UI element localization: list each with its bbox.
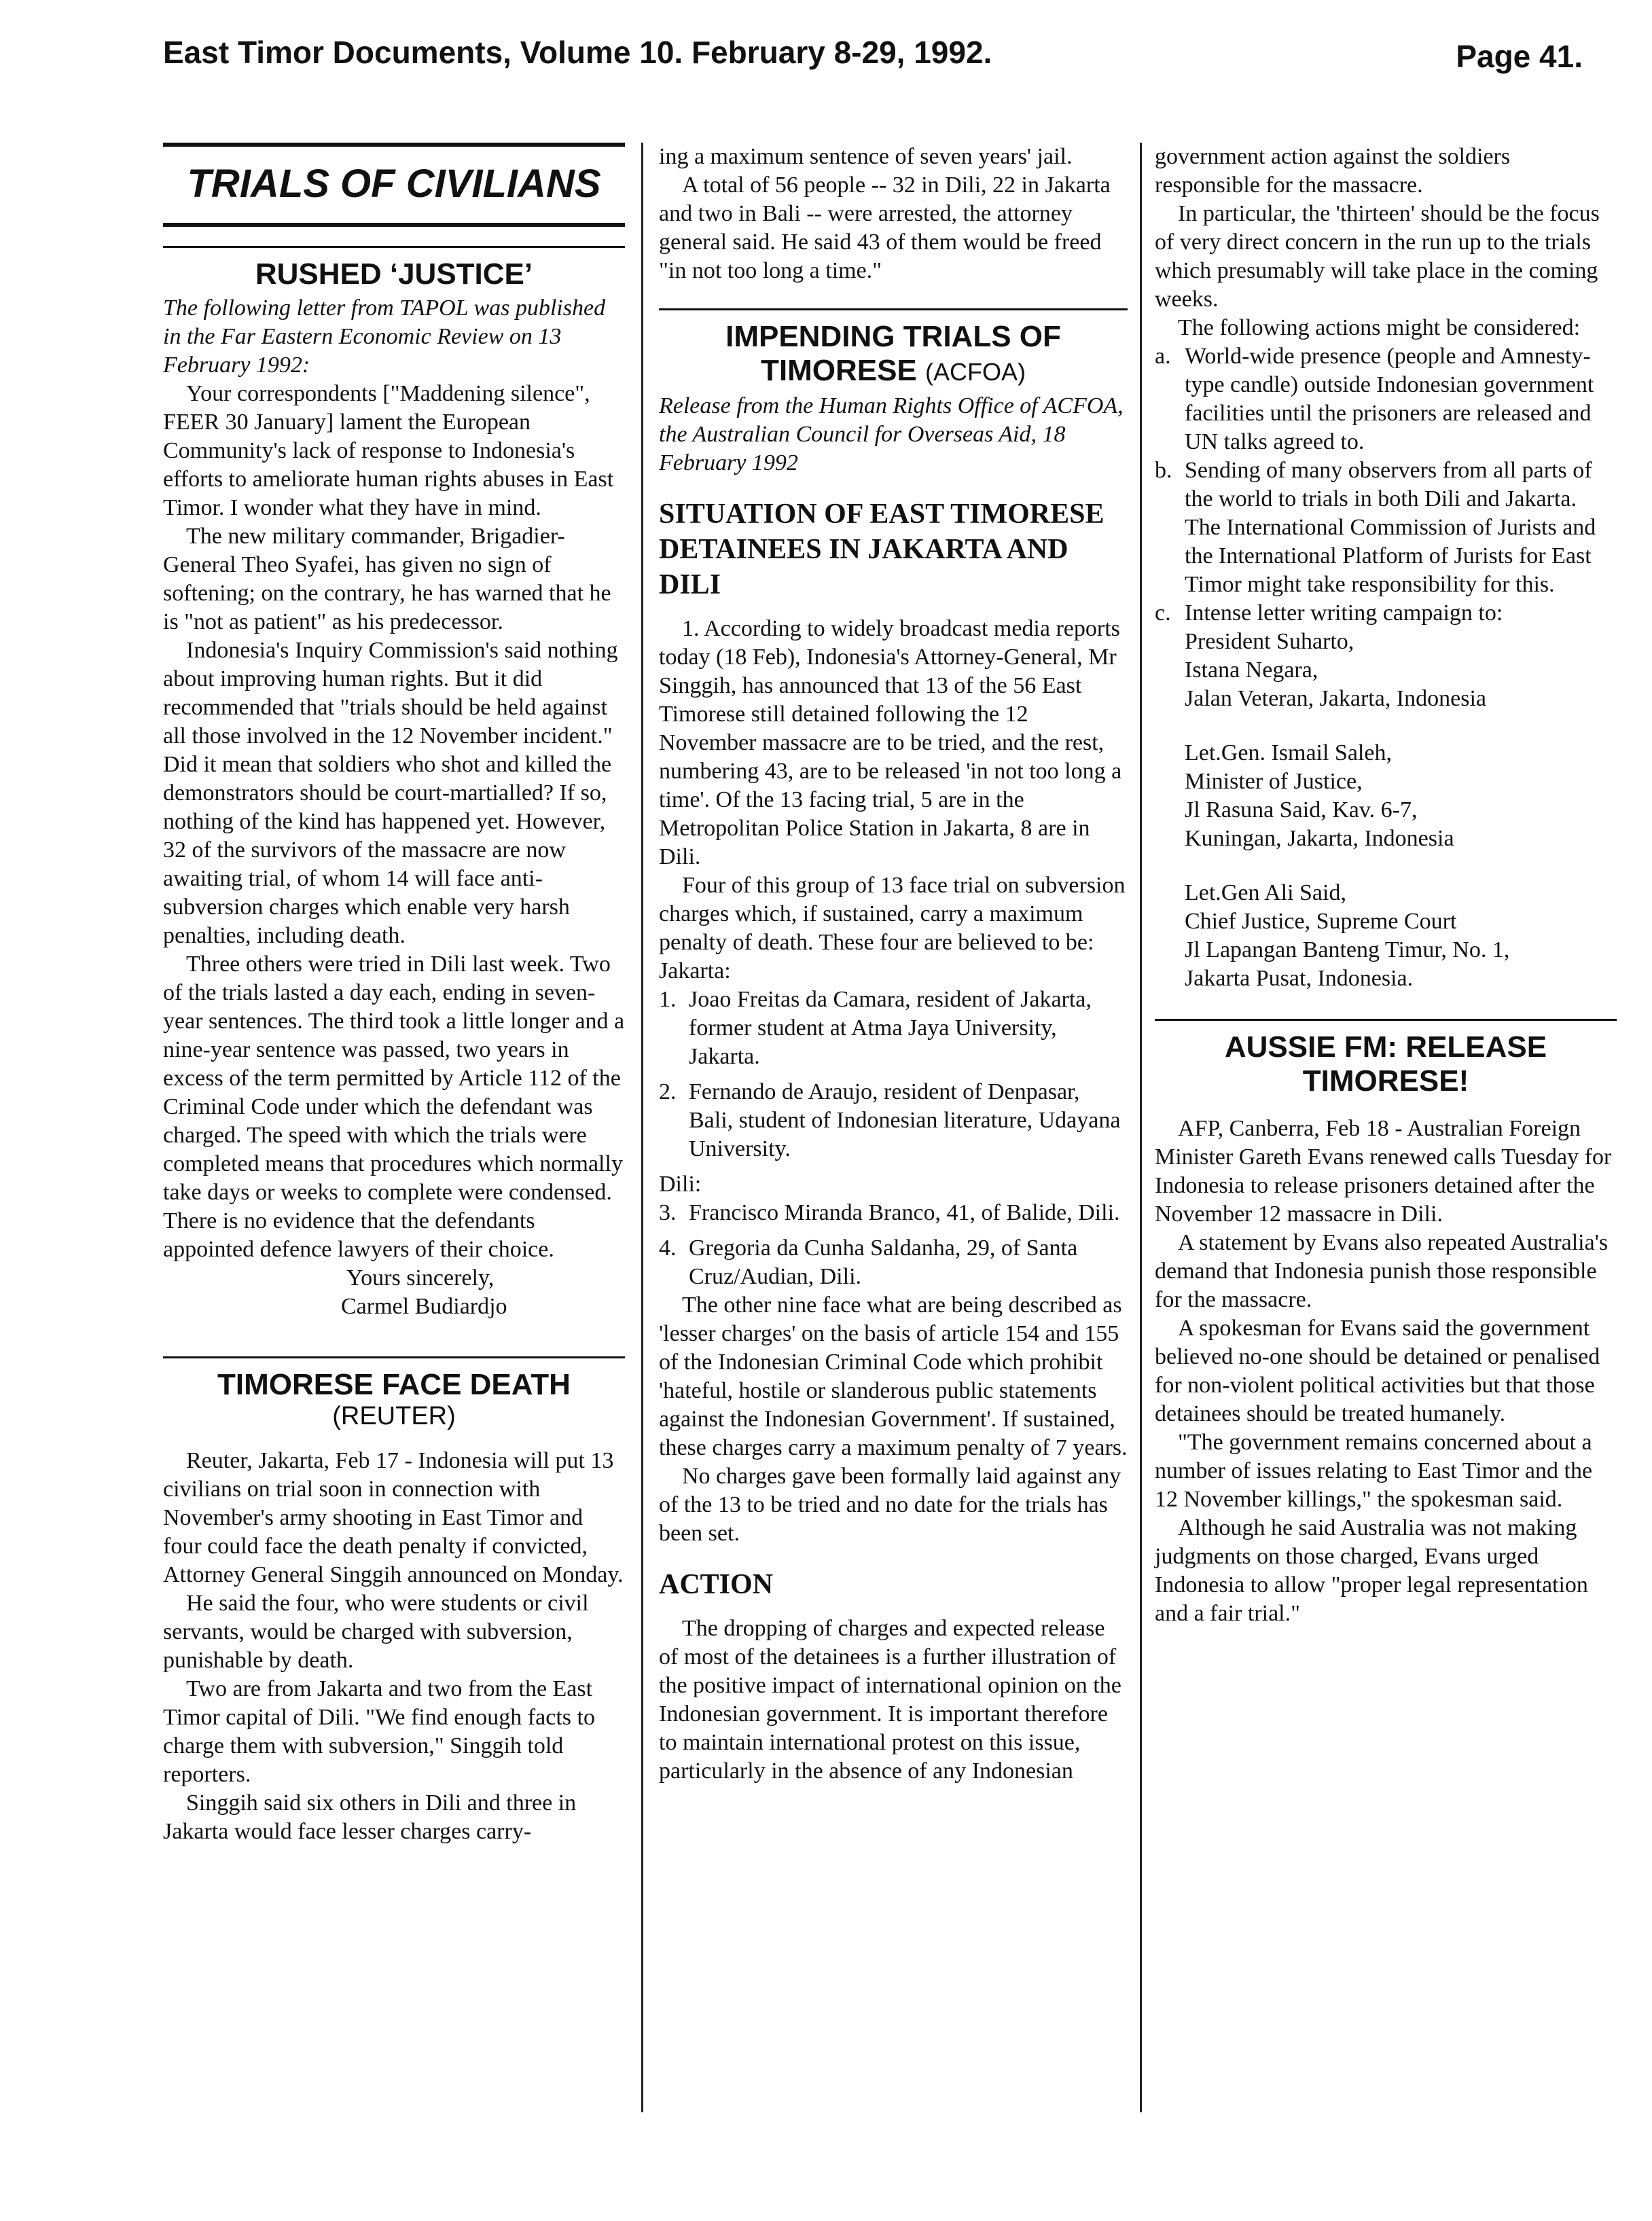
list-text: Joao Freitas da Camara, resident of Jakarta, former student at Atma Jaya University, Jakarta.	[689, 987, 1092, 1069]
address-block	[1185, 739, 1617, 853]
column-divider-1	[641, 143, 643, 2112]
list-number: 2.	[659, 1079, 677, 1104]
address-line: Minister of Justice,	[1185, 769, 1363, 794]
article-title: AUSSIE FM: RELEASE TIMORESE!	[1224, 1030, 1547, 1098]
address-line: Jalan Veteran, Jakarta, Indonesia	[1185, 686, 1487, 711]
column-divider-2	[1140, 143, 1142, 2112]
letter-signature: Carmel Budiardjo	[341, 1294, 507, 1319]
list-label: Dili:	[659, 1172, 702, 1197]
paragraph: Reuter, Jakarta, Feb 17 - Indonesia will put 13 civilians on trial soon in connection with November's army shooting in East Timor and four could face the death penalty if convicted, Attorney General Singgih announced on Monday.	[163, 1448, 624, 1587]
publication-title: East Timor Documents, Volume 10. February 8-29, 1992.	[163, 35, 992, 70]
paragraph: The new military commander, Brigadier-General Theo Syafei, has given no sign of softening; on the contrary, he has warned that he is "not as patient" as his predecessor.	[163, 524, 611, 634]
paragraph: ing a maximum sentence of seven years' jail.	[659, 144, 1073, 169]
column-3	[1155, 143, 1617, 1628]
article-title-main: IMPENDING TRIALS OF TIMORESE	[725, 320, 1061, 387]
list-item	[659, 1199, 1128, 1227]
paragraph: A statement by Evans also repeated Australia's demand that Indonesia punish those responsible for the massacre.	[1155, 1230, 1609, 1312]
address-line: Let.Gen Ali Said,	[1185, 880, 1346, 905]
section-title: TRIALS OF CIVILIANS	[187, 162, 601, 206]
article-intro: Release from the Human Rights Office of ACFOA, the Australian Council for Overseas Aid, 18 February 1992	[659, 393, 1124, 475]
paragraph: Three others were tried in Dili last week. Two of the trials lasted a day each, ending in seven-year sentences. The third took a little longer and a nine-year sentence was passed, two years in excess of the term permitted by Article 112 of the Criminal Code under which the defendant was charged. The speed with which the trials were completed means that procedures which normally take days or weeks to complete were condensed. There is no evidence that the defendants appointed defence lawyers of their choice.	[163, 952, 625, 1262]
letter-closing: Yours sincerely,	[346, 1265, 495, 1290]
list-item	[1155, 599, 1617, 628]
paragraph: Your correspondents ["Maddening silence", FEER 30 January] lament the European Community's lack of response to Indonesia's efforts to ameliorate human rights abuses in East Timor. I wonder what they have in mind.	[163, 381, 614, 520]
list-text: Francisco Miranda Branco, 41, of Balide, Dili.	[689, 1200, 1120, 1225]
paragraph: government action against the soldiers responsible for the massacre.	[1155, 144, 1511, 198]
list-number: 4.	[659, 1235, 677, 1261]
paragraph: Although he said Australia was not making judgments on those charged, Evans urged Indonesia to allow "proper legal representation and a fair trial."	[1155, 1515, 1588, 1626]
article-intro: The following letter from TAPOL was published in the Far Eastern Economic Review on 13 February 1992:	[163, 295, 606, 378]
address-line: Jakarta Pusat, Indonesia.	[1185, 966, 1414, 991]
address-line: Let.Gen. Ismail Saleh,	[1185, 740, 1392, 765]
column-1	[163, 143, 625, 1846]
list-text: World-wide presence (people and Amnesty-type candle) outside Indonesian government facilities until the prisoners are released and UN talks agreed to.	[1185, 344, 1594, 454]
list-item	[659, 1078, 1128, 1163]
paragraph: The following actions might be considered:	[1178, 315, 1581, 340]
address-line: Jl Lapangan Banteng Timur, No. 1,	[1185, 937, 1510, 962]
list-item	[1155, 456, 1617, 599]
paragraph: He said the four, who were students or civil servants, would be charged with subversion, punishable by death.	[163, 1591, 589, 1673]
paragraph: The dropping of charges and expected release of most of the detainees is a further illustration of the positive impact of international opinion on the Indonesian government. It is important therefore to maintain international protest on this issue, particularly in the absence of any Indonesian	[659, 1616, 1121, 1784]
article-title: RUSHED ‘JUSTICE’	[255, 257, 533, 291]
list-number: 3.	[659, 1200, 677, 1225]
list-text: Intense letter writing campaign to:	[1185, 600, 1503, 626]
detainee-list-dili	[659, 1199, 1128, 1291]
paragraph: AFP, Canberra, Feb 18 - Australian Foreign Minister Gareth Evans renewed calls Tuesday for Indonesia to release prisoners detained after the November 12 massacre in Dili.	[1155, 1116, 1612, 1227]
list-text: Gregoria da Cunha Saldanha, 29, of Santa Cruz/Audian, Dili.	[689, 1235, 1078, 1289]
paragraph: 1. According to widely broadcast media reports today (18 Feb), Indonesia's Attorney-General, Mr Singgih, has announced that 13 of the 56 East Timorese still detained following the 12 November massacre are to be tried, and the rest, numbering 43, are to be released 'in not too long a time'. Of the 13 facing trial, 5 are in the Metropolitan Police Station in Jakarta, 8 are in Dili.	[659, 616, 1122, 869]
paragraph: Indonesia's Inquiry Commission's said nothing about improving human rights. But it did recommended that "trials should be held against all those involved in the 12 November incident." Did it mean that soldiers who shot and killed the demonstrators should be court-martialled? If so, nothing of the kind has happened yet. However, 32 of the survivors of the massacre are now awaiting trial, of whom 14 will face anti-subversion charges which enable very harsh penalties, including death.	[163, 638, 618, 948]
running-header	[163, 34, 1583, 88]
address-line: President Suharto,	[1185, 629, 1354, 654]
address-block	[1185, 628, 1617, 713]
list-item	[1155, 342, 1617, 456]
action-list	[1155, 342, 1617, 628]
column-2	[659, 143, 1128, 1786]
paragraph: Singgih said six others in Dili and three in Jakarta would face lesser charges carry-	[163, 1790, 577, 1844]
list-marker: c.	[1155, 600, 1171, 626]
article-source: (REUTER)	[332, 1402, 456, 1430]
paragraph: Four of this group of 13 face trial on subversion charges which, if sustained, carry a maximum penalty of death. These four are believed to be:	[659, 873, 1126, 955]
address-line: Jl Rasuna Said, Kav. 6-7,	[1185, 797, 1418, 823]
list-item	[659, 1234, 1128, 1291]
page-number: Page 41.	[1456, 39, 1583, 74]
article-title-suffix: (ACFOA)	[925, 358, 1026, 386]
paragraph: No charges gave been formally laid against any of the 13 to be tried and no date for the trials has been set.	[659, 1464, 1121, 1546]
detainee-list-jakarta	[659, 986, 1128, 1163]
list-number: 1.	[659, 987, 677, 1012]
address-line: Chief Justice, Supreme Court	[1185, 909, 1457, 934]
subheading: SITUATION OF EAST TIMORESE DETAINEES IN JAKARTA AND DILI	[659, 499, 1105, 600]
paragraph: In particular, the 'thirteen' should be the focus of very direct concern in the run up to the trials which presumably will take place in the coming weeks.	[1155, 201, 1600, 312]
paragraph: "The government remains concerned about a number of issues relating to East Timor and the 12 November killings," the spokesman said.	[1155, 1430, 1593, 1512]
address-line: Istana Negara,	[1185, 657, 1318, 683]
address-block	[1185, 879, 1617, 993]
paragraph: A spokesman for Evans said the government believed no-one should be detained or penalised for non-violent political activities but that those detainees should be treated humanely.	[1155, 1316, 1600, 1426]
list-marker: a.	[1155, 344, 1171, 369]
list-text: Fernando de Araujo, resident of Denpasar, Bali, student of Indonesian literature, Udayana University.	[689, 1079, 1121, 1161]
list-item	[659, 986, 1128, 1071]
paragraph: The other nine face what are being described as 'lesser charges' on the basis of article 154 and 155 of the Indonesian Criminal Code which prohibit 'hateful, hostile or slanderous public statements against the Indonesian Government'. If sustained, these charges carry a maximum penalty of 7 years.	[659, 1293, 1128, 1460]
address-line: Kuningan, Jakarta, Indonesia	[1185, 826, 1454, 851]
paragraph: Two are from Jakarta and two from the East Timor capital of Dili. "We find enough facts to charge them with subversion," Singgih told reporters.	[163, 1676, 595, 1787]
paragraph: A total of 56 people -- 32 in Dili, 22 in Jakarta and two in Bali -- were arrested, the attorney general said. He said 43 of them would be freed "in not too long a time."	[659, 173, 1111, 283]
list-label: Jakarta:	[659, 958, 731, 983]
article-title	[659, 310, 1128, 392]
list-marker: b.	[1155, 458, 1172, 483]
list-text: Sending of many observers from all parts of the world to trials in both Dili and Jakarta. The International Commission of Jurists and the International Platform of Jurists for East Timor might take responsibility for this.	[1185, 458, 1596, 597]
article-title: TIMORESE FACE DEATH	[217, 1368, 571, 1401]
subheading: ACTION	[659, 1569, 774, 1600]
